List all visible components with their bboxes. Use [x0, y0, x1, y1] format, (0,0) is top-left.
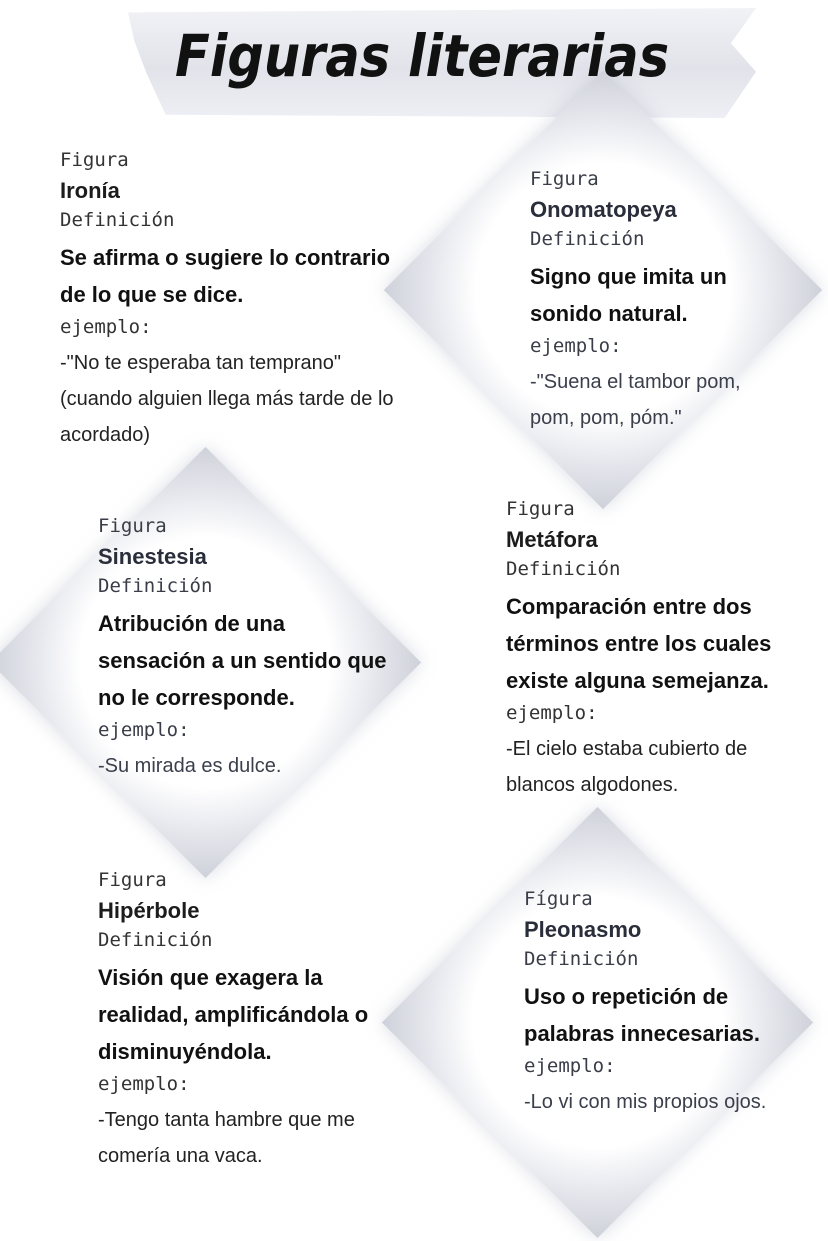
figure-card-sinestesia — [98, 512, 388, 784]
figure-definition: Visión que exagera la realidad, amplificándola o disminuyéndola. — [98, 965, 369, 1064]
definicion-label: Definición — [506, 558, 621, 580]
definicion-label: Definición — [98, 929, 213, 951]
figure-name: Hipérbole — [98, 898, 200, 923]
figure-example: -"No te esperaba tan temprano" (cuando alguien llega más tarde de lo acordado) — [60, 352, 394, 446]
figura-label: Fígura — [524, 888, 593, 910]
definicion-label: Definición — [524, 948, 639, 970]
page-title: Figuras literarias — [175, 22, 670, 90]
figure-card-pleonasmo — [524, 885, 804, 1120]
ejemplo-label: ejemplo: — [506, 702, 598, 724]
figure-card-onomatopeya — [530, 165, 785, 436]
figura-label: Figura — [530, 168, 599, 190]
figura-label: Figura — [98, 869, 167, 891]
figure-example: -Su mirada es dulce. — [98, 755, 282, 777]
figure-example: -"Suena el tambor pom, pom, pom, póm." — [530, 371, 741, 429]
figure-name: Pleonasmo — [524, 917, 642, 942]
figure-card-ironia — [60, 146, 400, 453]
figure-card-hiperbole — [98, 866, 398, 1174]
figure-definition: Se afirma o sugiere lo contrario de lo que se dice. — [60, 245, 391, 307]
definicion-label: Definición — [60, 209, 175, 231]
ejemplo-label: ejemplo: — [98, 719, 190, 741]
ejemplo-label: ejemplo: — [530, 335, 622, 357]
ejemplo-label: ejemplo: — [98, 1073, 190, 1095]
figure-definition: Comparación entre dos términos entre los cuales existe alguna semejanza. — [506, 594, 772, 693]
figure-definition: Uso o repetición de palabras innecesarias. — [524, 984, 761, 1046]
figure-definition: Signo que imita un sonido natural. — [530, 264, 727, 326]
figure-name: Metáfora — [506, 527, 598, 552]
ejemplo-label: ejemplo: — [60, 316, 152, 338]
figure-example: -Lo vi con mis propios ojos. — [524, 1091, 767, 1113]
figure-name: Sinestesia — [98, 544, 207, 569]
figure-name: Ironía — [60, 178, 120, 203]
figure-card-metafora — [506, 495, 816, 803]
figure-example: -El cielo estaba cubierto de blancos algodones. — [506, 738, 748, 796]
definicion-label: Definición — [530, 228, 645, 250]
figura-label: Figura — [60, 149, 129, 171]
figure-definition: Atribución de una sensación a un sentido que no le corresponde. — [98, 611, 387, 710]
figura-label: Figura — [98, 515, 167, 537]
figura-label: Figura — [506, 498, 575, 520]
figure-name: Onomatopeya — [530, 197, 677, 222]
ejemplo-label: ejemplo: — [524, 1055, 616, 1077]
figure-example: -Tengo tanta hambre que me comería una vaca. — [98, 1109, 355, 1167]
definicion-label: Definición — [98, 575, 213, 597]
